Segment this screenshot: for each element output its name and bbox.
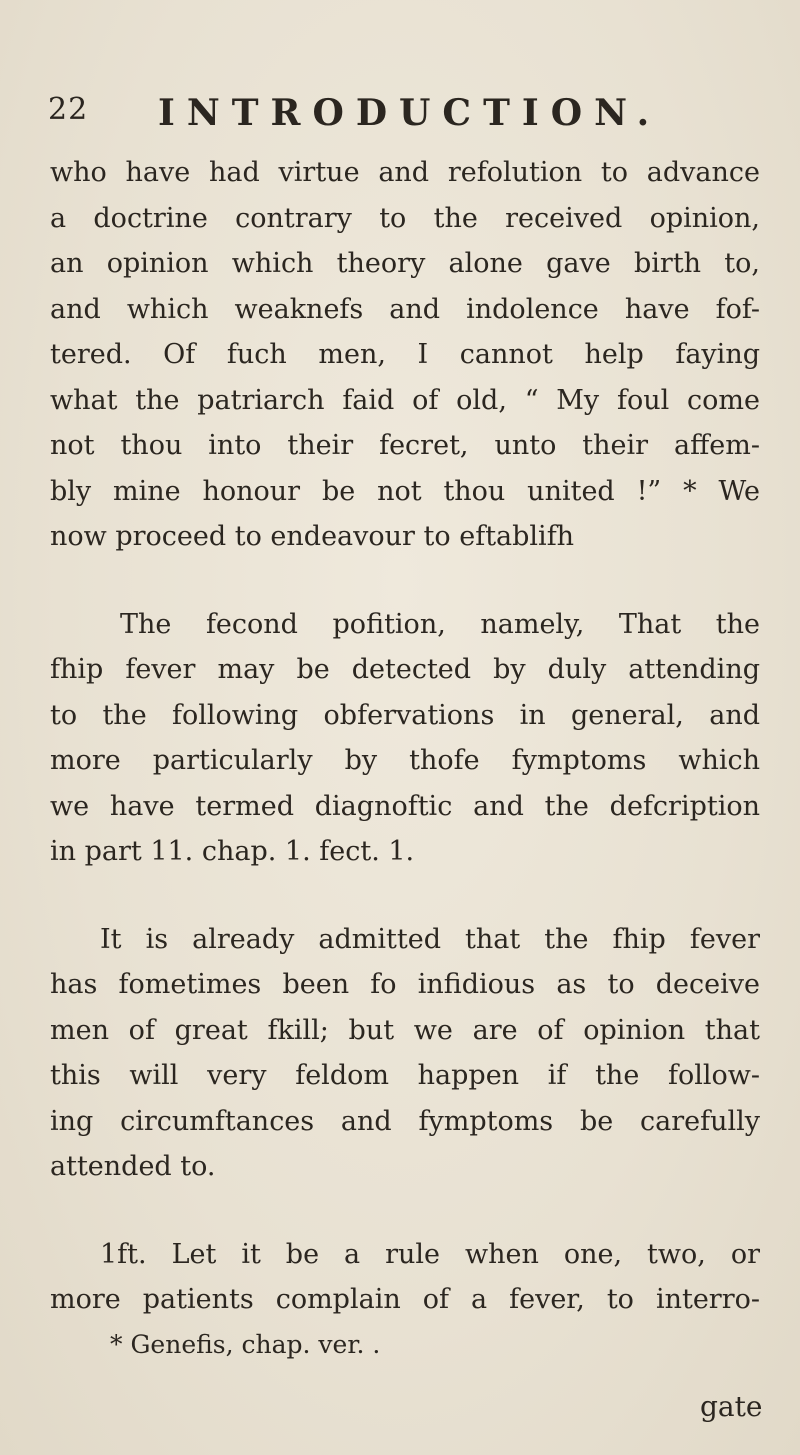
text-line: who have had virtue and refolution to advance <box>50 157 760 188</box>
text-line: ing circumftances and fymptoms be carefully <box>50 1105 760 1137</box>
text-line: attended to. <box>50 1151 216 1182</box>
paragraph-3 <box>50 917 760 1190</box>
running-head: INTRODUCTION. <box>158 92 662 134</box>
text-line: we have termed diagnoftic and the defcription <box>50 790 760 822</box>
text-line: to the following obfervations in general, and <box>50 699 760 731</box>
text-line: men of great fkill; but we are of opinion that <box>50 1014 760 1046</box>
catchword: gate <box>700 1390 763 1423</box>
text-line: It is already admitted that the fhip fever <box>100 923 760 955</box>
paragraph-2 <box>50 602 760 875</box>
text-line: has fometimes been fo infidious as to deceive <box>50 969 760 1000</box>
text-line: The fecond pofition, namely, That the <box>120 608 760 640</box>
text-line: more particularly by thofe fymptoms which <box>50 745 760 776</box>
text-line: an opinion which theory alone gave birth to, <box>50 248 760 279</box>
text-line: and which weaknefs and indolence have fof- <box>50 293 760 325</box>
text-line: tered. Of fuch men, I cannot help faying <box>50 339 760 370</box>
paragraph-4 <box>50 1232 760 1323</box>
text-line: in part 11. chap. 1. fect. 1. <box>50 836 415 867</box>
body-text <box>50 150 760 1323</box>
text-line: more patients complain of a fever, to interro- <box>50 1284 760 1315</box>
paragraph-1 <box>50 150 760 560</box>
footnote: * Genefis, chap. ver. . <box>110 1330 381 1359</box>
page-header <box>48 92 788 142</box>
text-line: fhip fever may be detected by duly attending <box>50 654 760 685</box>
text-line: 1ft. Let it be a rule when one, two, or <box>100 1238 760 1270</box>
text-line: not thou into their fecret, unto their affem- <box>50 430 760 461</box>
text-line: bly mine honour be not thou united !” * We <box>50 475 760 507</box>
text-line: now proceed to endeavour to eftablifh <box>50 521 575 552</box>
text-line: this will very feldom happen if the follow- <box>50 1060 760 1091</box>
text-line: what the patriarch faid of old, “ My foul come <box>50 384 760 416</box>
text-line: a doctrine contrary to the received opinion, <box>50 202 760 234</box>
page-number: 22 <box>48 92 89 127</box>
